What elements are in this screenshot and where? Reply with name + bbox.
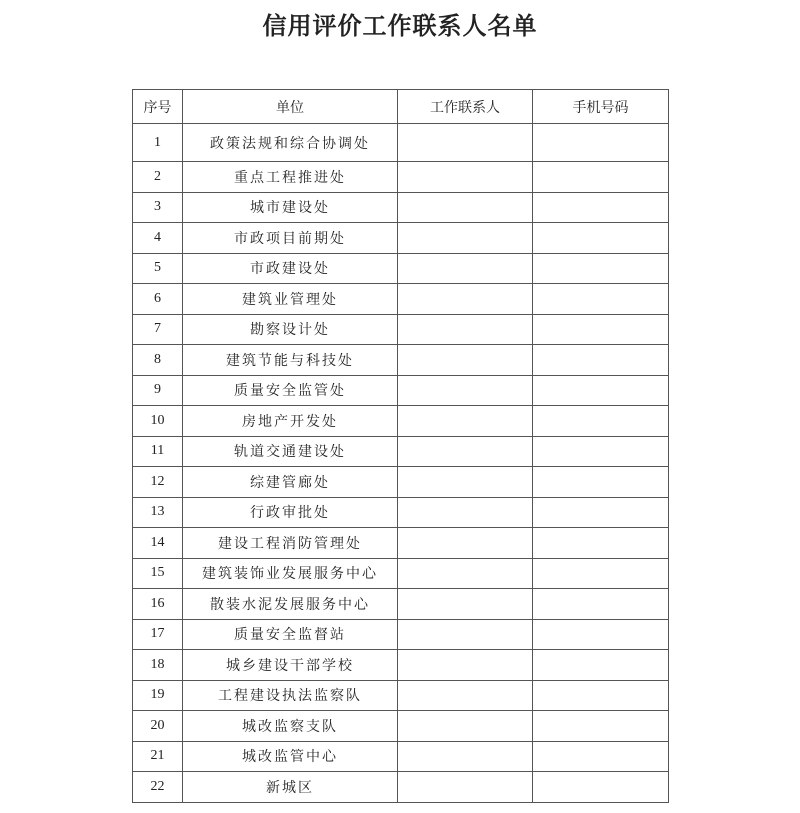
row-phone-cell [533, 223, 669, 254]
row-contact-cell [398, 558, 533, 589]
table-row [133, 589, 669, 620]
table-row [133, 162, 669, 193]
row-contact-cell [398, 772, 533, 803]
header-no: 序号 [133, 90, 183, 124]
row-unit: 工程建设执法监察队 [183, 680, 398, 711]
row-contact-cell [398, 406, 533, 437]
table-header-row [133, 90, 669, 124]
contact-table [132, 89, 669, 803]
row-contact-cell [398, 124, 533, 162]
row-unit: 建设工程消防管理处 [183, 528, 398, 559]
row-phone-cell [533, 162, 669, 193]
row-unit: 市政建设处 [183, 253, 398, 284]
row-phone-cell [533, 619, 669, 650]
row-phone-cell [533, 314, 669, 345]
row-phone-cell [533, 741, 669, 772]
row-phone-cell [533, 192, 669, 223]
row-unit: 质量安全监督站 [183, 619, 398, 650]
row-unit: 城改监察支队 [183, 711, 398, 742]
table-row [133, 741, 669, 772]
row-number: 12 [133, 467, 183, 498]
row-phone-cell [533, 375, 669, 406]
row-number: 6 [133, 284, 183, 315]
row-phone-cell [533, 558, 669, 589]
row-contact-cell [398, 192, 533, 223]
table-row [133, 680, 669, 711]
row-number: 3 [133, 192, 183, 223]
table-row [133, 124, 669, 162]
row-number: 15 [133, 558, 183, 589]
row-unit: 房地产开发处 [183, 406, 398, 437]
row-number: 16 [133, 589, 183, 620]
row-phone-cell [533, 467, 669, 498]
header-phone: 手机号码 [533, 90, 669, 124]
row-phone-cell [533, 345, 669, 376]
row-phone-cell [533, 284, 669, 315]
table-row [133, 375, 669, 406]
table-row [133, 192, 669, 223]
table-row [133, 497, 669, 528]
row-phone-cell [533, 711, 669, 742]
row-unit: 城乡建设干部学校 [183, 650, 398, 681]
row-unit: 散装水泥发展服务中心 [183, 589, 398, 620]
row-unit: 政策法规和综合协调处 [183, 124, 398, 162]
row-phone-cell [533, 436, 669, 467]
row-phone-cell [533, 528, 669, 559]
row-unit: 城改监管中心 [183, 741, 398, 772]
row-number: 2 [133, 162, 183, 193]
table-row [133, 284, 669, 315]
header-contact: 工作联系人 [398, 90, 533, 124]
document-title: 信用评价工作联系人名单 [262, 11, 538, 40]
row-contact-cell [398, 253, 533, 284]
row-number: 7 [133, 314, 183, 345]
table-row [133, 436, 669, 467]
row-phone-cell [533, 406, 669, 437]
row-contact-cell [398, 375, 533, 406]
row-contact-cell [398, 650, 533, 681]
row-contact-cell [398, 314, 533, 345]
row-number: 22 [133, 772, 183, 803]
row-number: 18 [133, 650, 183, 681]
row-number: 14 [133, 528, 183, 559]
row-phone-cell [533, 680, 669, 711]
row-number: 19 [133, 680, 183, 711]
table-row [133, 650, 669, 681]
table-row [133, 558, 669, 589]
row-phone-cell [533, 124, 669, 162]
row-contact-cell [398, 528, 533, 559]
row-unit: 建筑业管理处 [183, 284, 398, 315]
row-unit: 建筑装饰业发展服务中心 [183, 558, 398, 589]
row-unit: 建筑节能与科技处 [183, 345, 398, 376]
row-unit: 市政项目前期处 [183, 223, 398, 254]
row-contact-cell [398, 619, 533, 650]
row-contact-cell [398, 497, 533, 528]
table-row [133, 772, 669, 803]
table-row [133, 528, 669, 559]
row-unit: 重点工程推进处 [183, 162, 398, 193]
row-phone-cell [533, 589, 669, 620]
table-row [133, 619, 669, 650]
row-unit: 综建管廊处 [183, 467, 398, 498]
header-unit: 单位 [183, 90, 398, 124]
table-row [133, 406, 669, 437]
row-number: 1 [133, 124, 183, 162]
row-contact-cell [398, 467, 533, 498]
row-unit: 城市建设处 [183, 192, 398, 223]
row-number: 5 [133, 253, 183, 284]
row-unit: 轨道交通建设处 [183, 436, 398, 467]
row-phone-cell [533, 772, 669, 803]
row-unit: 行政审批处 [183, 497, 398, 528]
row-contact-cell [398, 741, 533, 772]
row-contact-cell [398, 589, 533, 620]
table-row [133, 223, 669, 254]
row-contact-cell [398, 223, 533, 254]
row-number: 4 [133, 223, 183, 254]
row-phone-cell [533, 650, 669, 681]
row-number: 8 [133, 345, 183, 376]
row-number: 10 [133, 406, 183, 437]
row-unit: 新城区 [183, 772, 398, 803]
row-contact-cell [398, 345, 533, 376]
row-phone-cell [533, 497, 669, 528]
row-contact-cell [398, 711, 533, 742]
table-row [133, 253, 669, 284]
row-contact-cell [398, 436, 533, 467]
row-contact-cell [398, 680, 533, 711]
row-unit: 质量安全监管处 [183, 375, 398, 406]
table-row [133, 711, 669, 742]
row-number: 11 [133, 436, 183, 467]
row-unit: 勘察设计处 [183, 314, 398, 345]
row-contact-cell [398, 284, 533, 315]
table-row [133, 314, 669, 345]
table-row [133, 467, 669, 498]
row-number: 20 [133, 711, 183, 742]
row-contact-cell [398, 162, 533, 193]
row-number: 13 [133, 497, 183, 528]
row-number: 9 [133, 375, 183, 406]
table-row [133, 345, 669, 376]
row-number: 21 [133, 741, 183, 772]
row-phone-cell [533, 253, 669, 284]
row-number: 17 [133, 619, 183, 650]
